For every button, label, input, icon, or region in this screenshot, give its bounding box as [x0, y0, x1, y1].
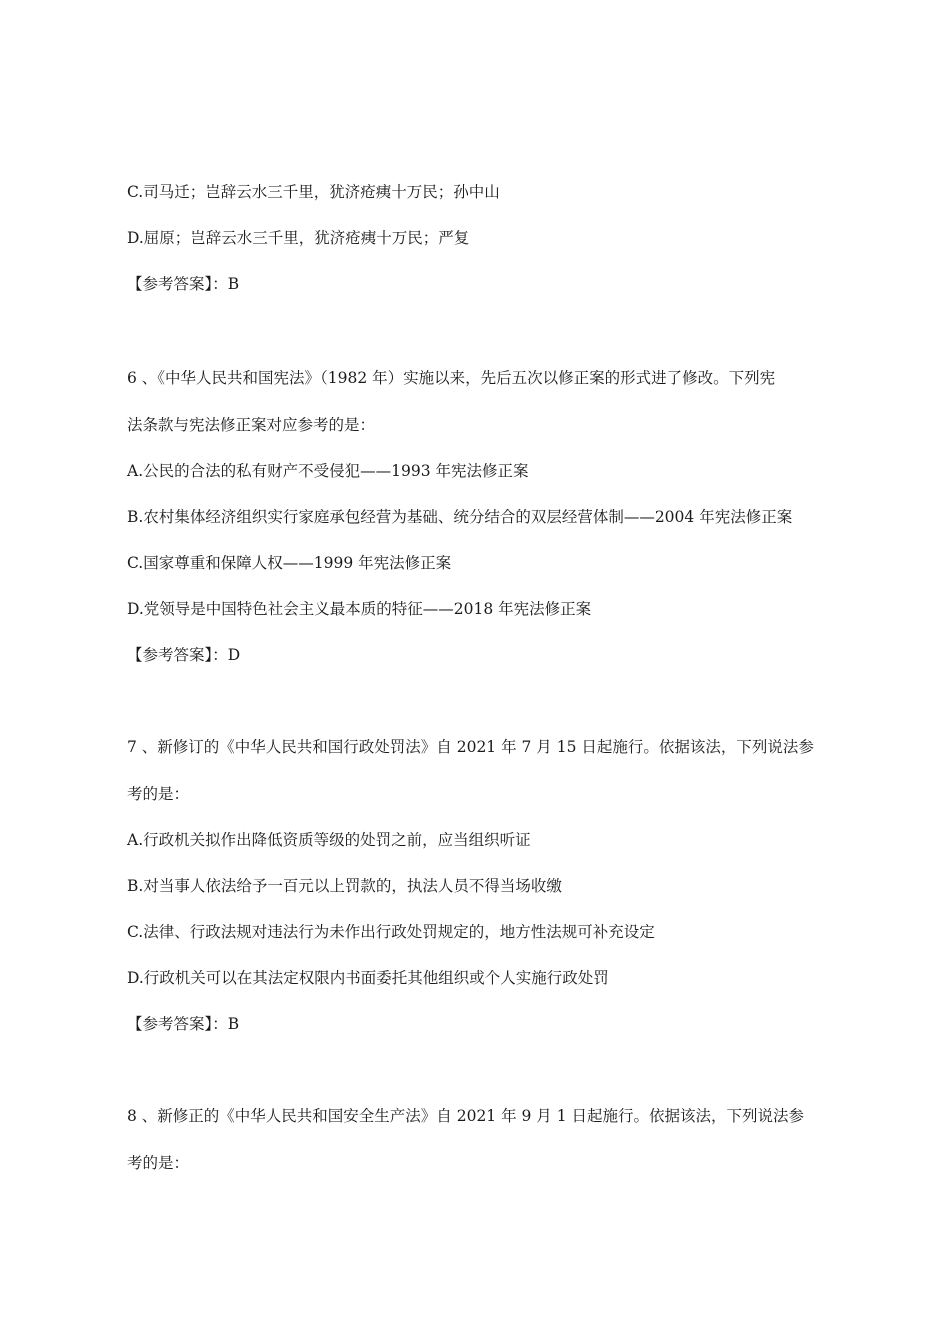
q5-option-d: D.屈原；岂辞云水三千里，犹济疮痍十万民；严复 — [127, 229, 470, 247]
q6-option-b: B.农村集体经济组织实行家庭承包经营为基础、统分结合的双层经营体制——2004 年宪法修正案 — [127, 508, 793, 526]
q8-stem-line1: 8 、新修正的《中华人民共和国安全生产法》自 2021 年 9 月 1 日起施行。依据该法，下列说法参 — [127, 1107, 805, 1125]
q7-answer: 【参考答案】：B — [127, 1015, 240, 1033]
q6-answer: 【参考答案】：D — [127, 646, 241, 664]
q6-option-d: D.党领导是中国特色社会主义最本质的特征——2018 年宪法修正案 — [127, 600, 592, 618]
q7-option-c: C.法律、行政法规对违法行为未作出行政处罚规定的，地方性法规可补充设定 — [127, 923, 655, 941]
q6-stem-line1: 6 、《中华人民共和国宪法》（1982 年）实施以来，先后五次以修正案的形式进了修改。下列宪 — [127, 369, 776, 387]
q7-option-b: B.对当事人依法给予一百元以上罚款的，执法人员不得当场收缴 — [127, 877, 562, 895]
q6-option-c: C.国家尊重和保障人权——1999 年宪法修正案 — [127, 554, 452, 572]
q8-stem-line2: 考的是： — [127, 1154, 190, 1172]
q7-stem-line1: 7 、新修订的《中华人民共和国行政处罚法》自 2021 年 7 月 15 日起施行。依据该法，下列说法参 — [127, 738, 814, 756]
q7-stem-line2: 考的是： — [127, 785, 190, 803]
q6-stem-line2: 法条款与宪法修正案对应参考的是： — [127, 416, 376, 434]
q7-option-d: D.行政机关可以在其法定权限内书面委托其他组织或个人实施行政处罚 — [127, 969, 609, 987]
q6-option-a: A.公民的合法的私有财产不受侵犯——1993 年宪法修正案 — [127, 462, 529, 480]
q5-option-c: C.司马迁；岂辞云水三千里，犹济疮痍十万民；孙中山 — [127, 183, 500, 201]
q5-answer: 【参考答案】：B — [127, 275, 240, 293]
q7-option-a: A.行政机关拟作出降低资质等级的处罚之前，应当组织听证 — [127, 831, 531, 849]
